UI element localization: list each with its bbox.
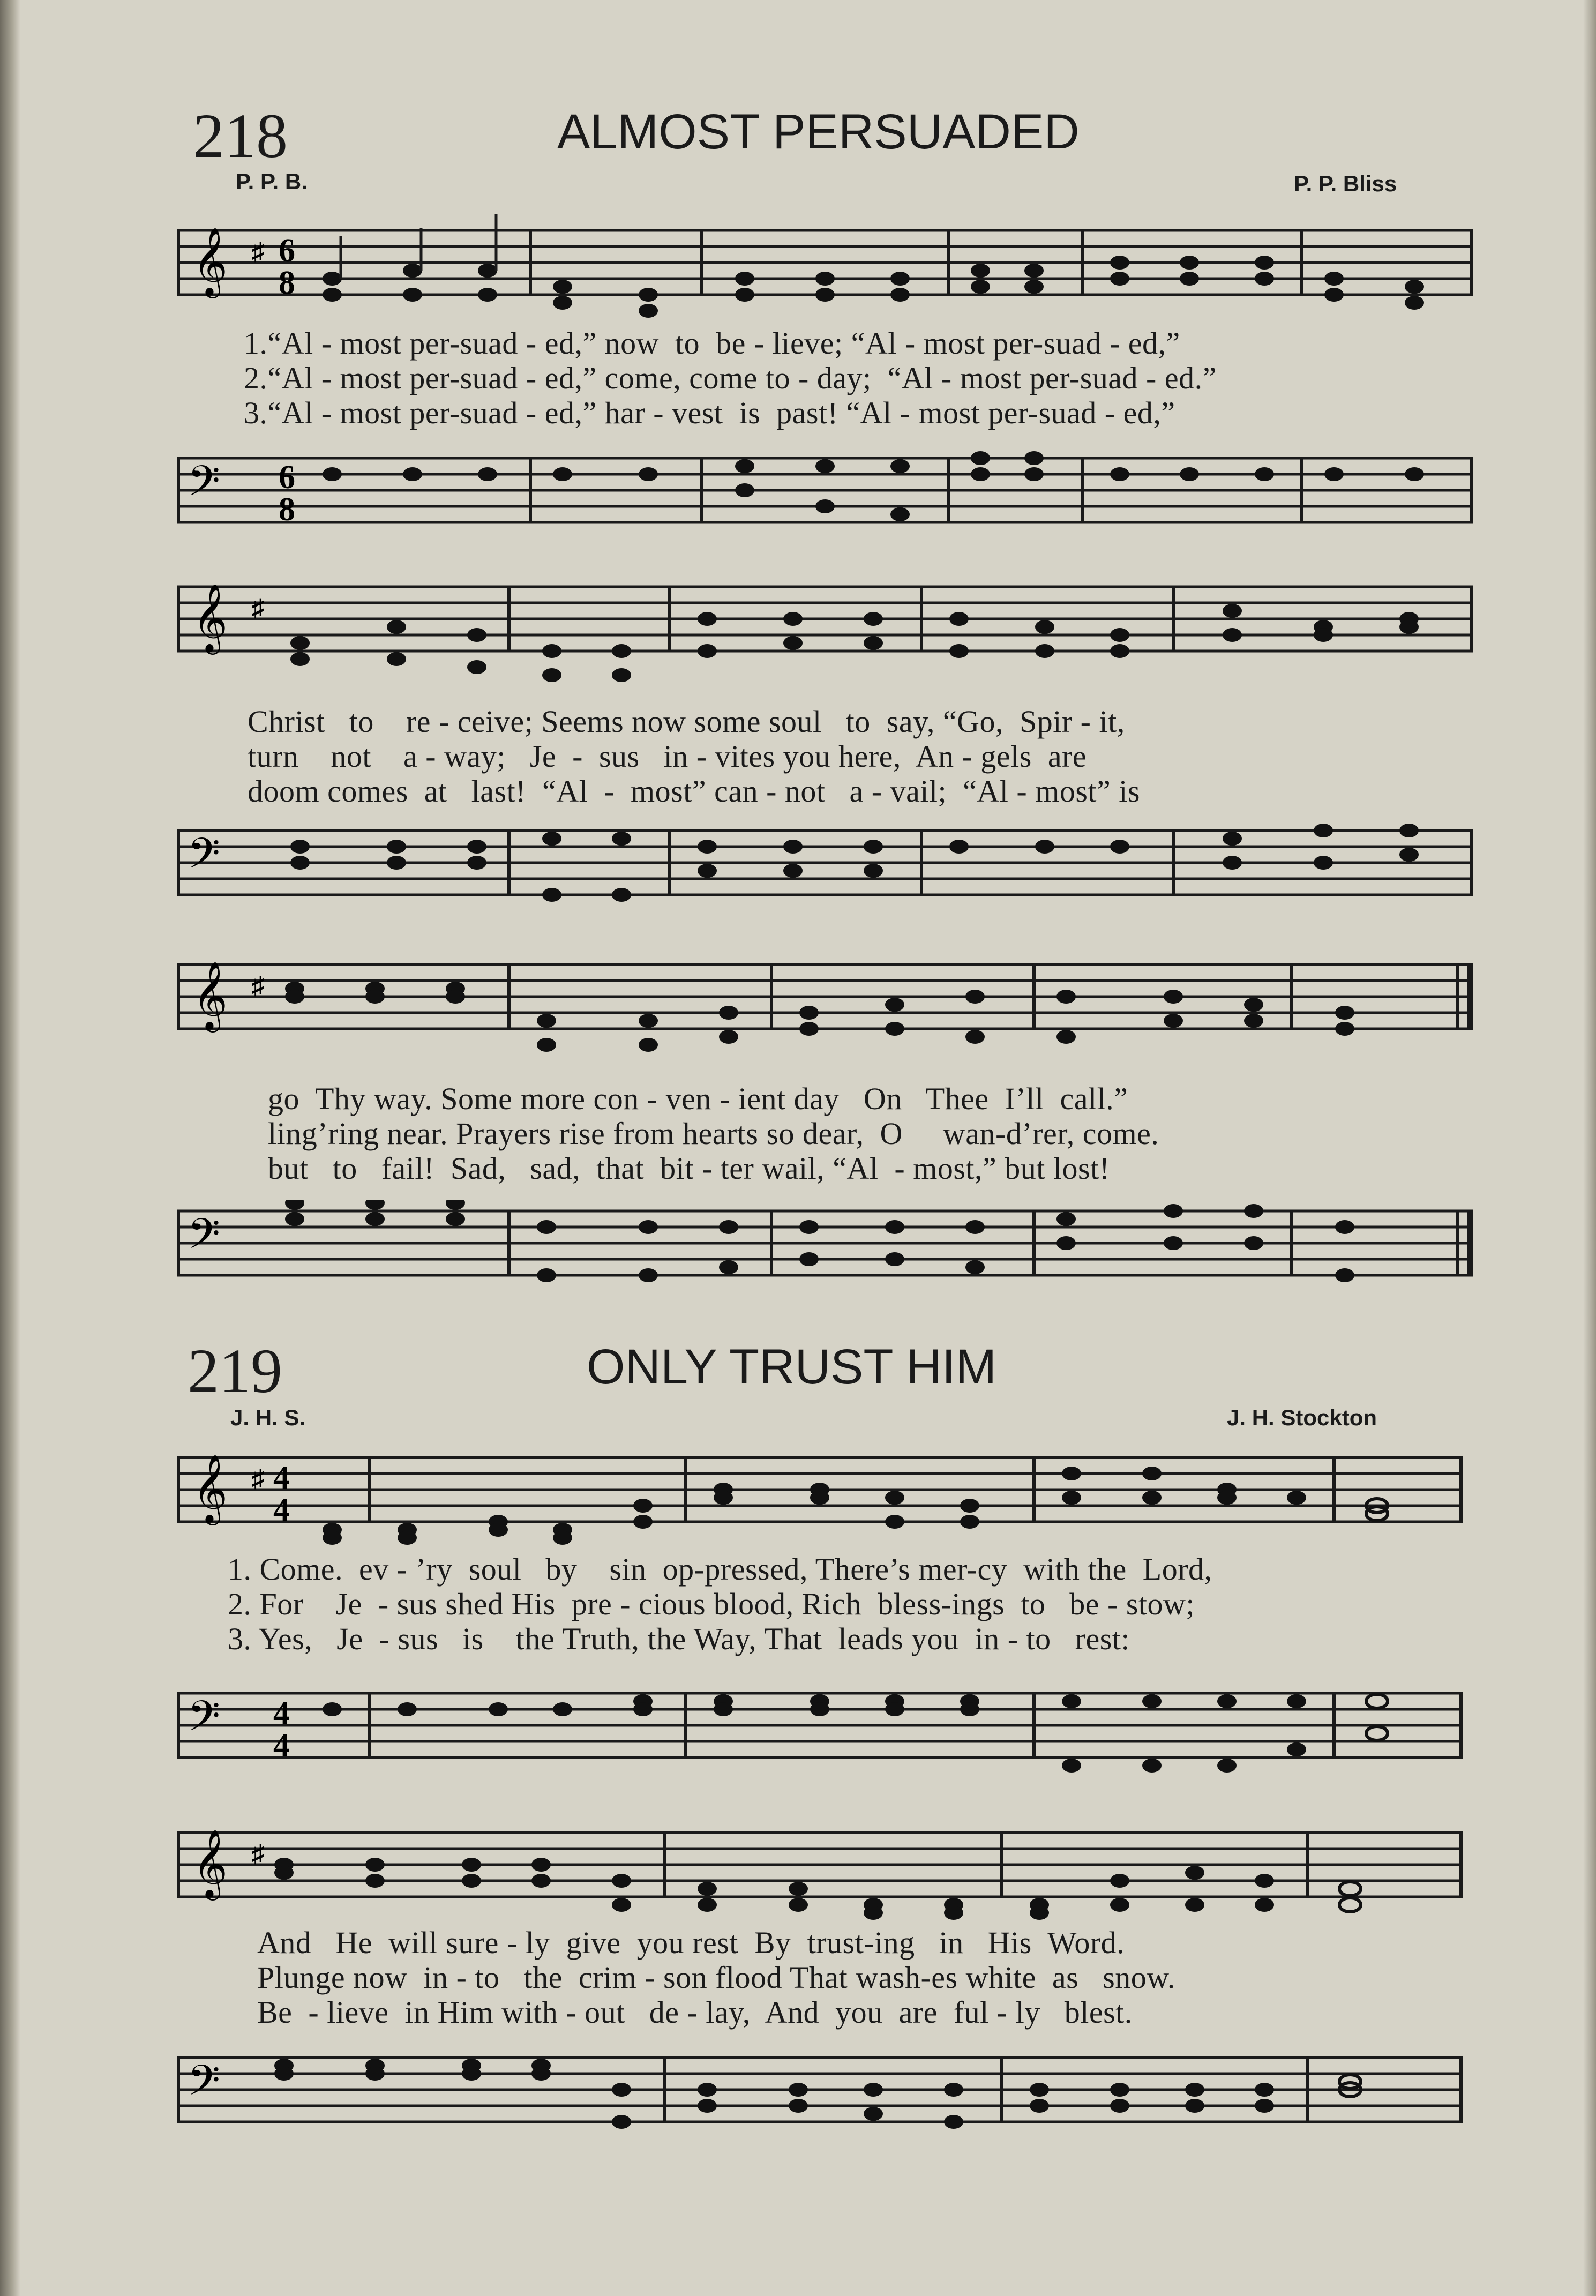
verse-line-1: 1. Come. ev - ’ry soul by sin op-pressed, There’s mer-cy with the Lord, (228, 1552, 1212, 1587)
words-credit: J. H. S. (230, 1405, 306, 1430)
page-binding-edge (0, 0, 20, 2296)
verse-line-2: turn not a - way; Je - sus in - vites you here, An - gels are (248, 739, 1087, 774)
verse-line-1: Christ to re - ceive; Seems now some soul to say, “Go, Spir - it, (248, 704, 1125, 739)
page-outer-edge (1583, 0, 1596, 2296)
verse-line-2: ling’ring near. Prayers rise from hearts so dear, O wan-d’rer, come. (268, 1116, 1159, 1151)
bass-staff (177, 447, 1473, 555)
bass-staff (177, 2041, 1463, 2170)
hymn-title: ALMOST PERSUADED (557, 104, 1080, 159)
time-signature-bottom: 4 (273, 1727, 290, 1764)
verse-line-3: 3.“Al - most per-suad - ed,” har - vest is past! “Al - most per-suad - ed,” (244, 395, 1175, 430)
verse-line-1: And He will sure - ly give you rest By trust-ing in His Word. (257, 1925, 1125, 1960)
bass-staff (177, 1200, 1473, 1307)
treble-staff (177, 948, 1473, 1077)
verse-line-3: Be - lieve in Him with - out de - lay, And you are ful - ly blest. (257, 1995, 1133, 2030)
treble-clef-icon: 𝄞 (193, 583, 228, 652)
time-signature-top: 6 (279, 459, 295, 496)
bass-clef-icon: 𝄢 (188, 457, 221, 516)
treble-staff (177, 1441, 1463, 1570)
verse-line-2: 2. For Je - sus shed His pre - cious blood, Rich bless-ings to be - stow; (228, 1587, 1195, 1621)
verse-line-1: go Thy way. Some more con - ven - ient day On Thee I’ll call.” (268, 1081, 1128, 1116)
treble-clef-icon: 𝄞 (193, 1829, 228, 1897)
bass-clef-icon: 𝄢 (188, 2056, 221, 2115)
treble-clef-icon: 𝄞 (193, 227, 228, 295)
time-signature-top: 4 (273, 1460, 290, 1496)
hymn-number: 218 (193, 101, 288, 171)
bass-clef-icon: 𝄢 (188, 1692, 221, 1751)
hymn-number: 219 (188, 1336, 282, 1406)
verse-line-3: 3. Yes, Je - sus is the Truth, the Way, That leads you in - to rest: (228, 1621, 1130, 1656)
time-signature-top: 6 (279, 233, 295, 269)
key-signature-sharp: ♯ (252, 1840, 264, 1867)
words-credit: P. P. B. (236, 169, 308, 194)
verse-line-2: Plunge now in - to the crim - son flood That wash-es white as snow. (257, 1960, 1175, 1995)
time-signature-bottom: 4 (273, 1492, 290, 1528)
time-signature-top: 4 (273, 1695, 290, 1732)
bass-staff (177, 820, 1473, 927)
bass-staff (177, 1677, 1463, 1806)
treble-clef-icon: 𝄞 (193, 1454, 228, 1522)
music-credit: J. H. Stockton (1227, 1405, 1377, 1430)
verse-line-1: 1.“Al - most per-suad - ed,” now to be - lieve; “Al - most per-suad - ed,” (244, 326, 1180, 361)
verse-line-2: 2.“Al - most per-suad - ed,” come, come to - day; “Al - most per-suad - ed.” (244, 361, 1217, 395)
treble-staff (177, 571, 1473, 699)
time-signature-bottom: 8 (279, 491, 295, 528)
verse-line-3: but to fail! Sad, sad, that bit - ter wail, “Al - most,” but lost! (268, 1151, 1110, 1186)
verse-line-3: doom comes at last! “Al - most” can - not a - vail; “Al - most” is (248, 774, 1140, 809)
key-signature-sharp: ♯ (252, 972, 264, 999)
key-signature-sharp: ♯ (252, 594, 264, 622)
treble-clef-icon: 𝄞 (193, 961, 228, 1029)
hymn-title: ONLY TRUST HIM (587, 1340, 997, 1394)
time-signature-bottom: 8 (279, 265, 295, 301)
bass-clef-icon: 𝄢 (188, 1210, 221, 1269)
key-signature-sharp: ♯ (252, 238, 264, 265)
bass-clef-icon: 𝄢 (188, 829, 221, 888)
key-signature-sharp: ♯ (252, 1465, 264, 1492)
music-credit: P. P. Bliss (1294, 171, 1397, 196)
